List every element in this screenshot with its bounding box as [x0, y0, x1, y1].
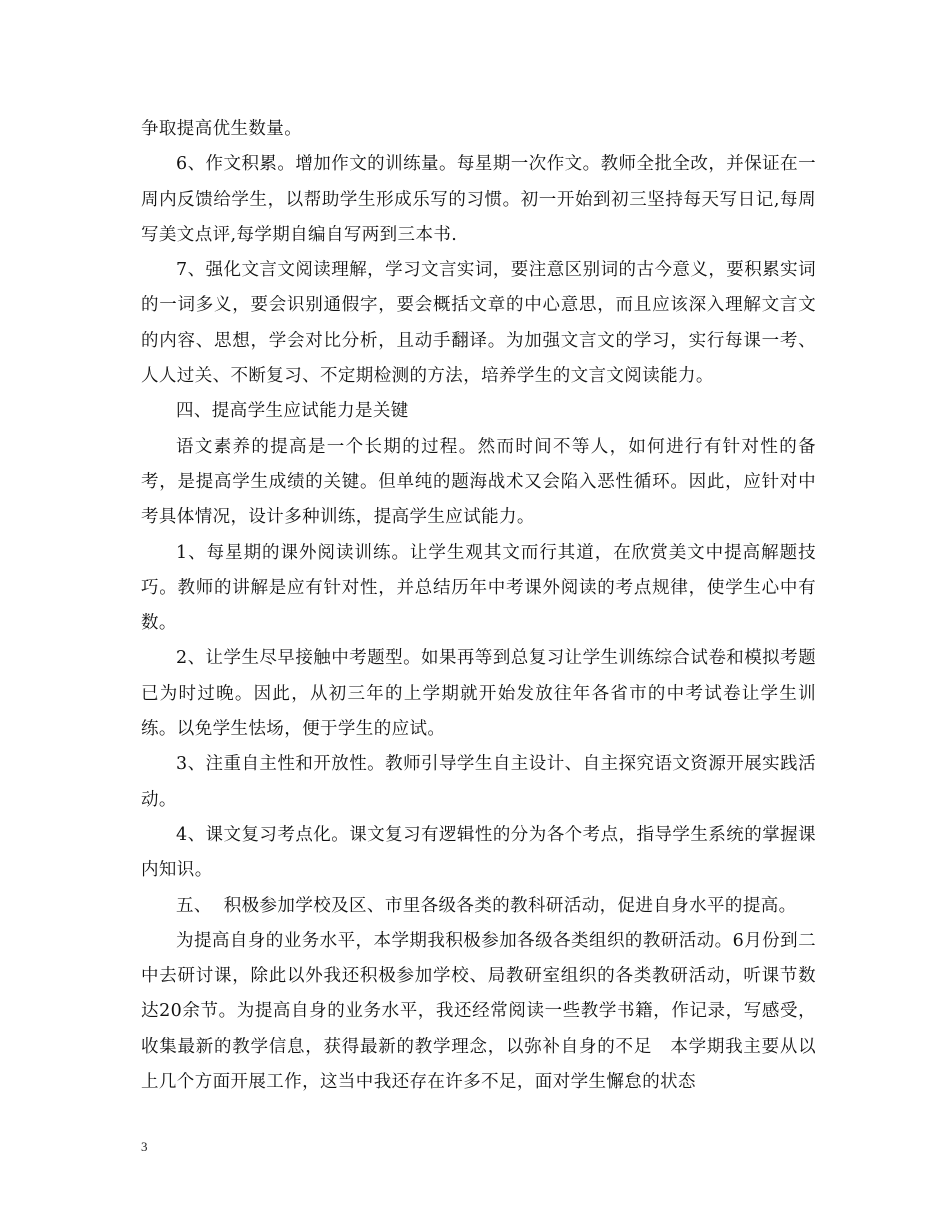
document-body	[141, 112, 816, 1100]
paragraph: 7、强化文言文阅读理解，学习文言实词，要注意区别词的古今意义，要积累实词的一词多义，要会识别通假字，要会概括文章的中心意思，而且应该深入理解文言文的内容、思想，学会对比分析，且动手翻译。为加强文言文的学习，实行每课一考、人人过关、不断复习、不定期检测的方法，培养学生的文言文阅读能力。	[141, 260, 816, 387]
paragraph: 为提高自身的业务水平，本学期我积极参加各级各类组织的教研活动。6月份到二中去研讨课，除此以外我还积极参加学校、局教研室组织的各类教研活动，听课节数达20余节。为提高自身的业务水平，我还经常阅读一些教学书籍，作记录，写感受，收集最新的教学信息，获得最新的教学理念，以弥补自身的不足 本学期我主要从以上几个方面开展工作，这当中我还存在许多不足，面对学生懈怠的状态	[141, 930, 816, 1093]
section-heading: 四、提高学生应试能力是关键	[176, 401, 409, 422]
paragraph: 1、每星期的课外阅读训练。让学生观其文而行其道，在欣赏美文中提高解题技巧。教师的讲解是应有针对性，并总结历年中考课外阅读的考点规律，使学生心中有数。	[141, 542, 816, 634]
paragraph: 3、注重自主性和开放性。教师引导学生自主设计、自主探究语文资源开展实践活动。	[141, 754, 816, 810]
paragraph: 6、作文积累。增加作文的训练量。每星期一次作文。教师全批全改，并保证在一周内反馈给学生，以帮助学生形成乐写的习惯。初一开始到初三坚持每天写日记,每周写美文点评,每学期自编自写两到三本书.	[141, 154, 816, 245]
paragraph: 4、课文复习考点化。课文复习有逻辑性的分为各个考点，指导学生系统的掌握课内知识。	[141, 824, 816, 881]
page-number: 3	[141, 1139, 148, 1154]
paragraph: 语文素养的提高是一个长期的过程。然而时间不等人，如何进行有针对性的备考，是提高学生成绩的关键。但单纯的题海战术又会陷入恶性循环。因此，应针对中考具体情况，设计多种训练，提高学生应试能力。	[141, 436, 816, 528]
paragraph: 2、让学生尽早接触中考题型。如果再等到总复习让学生训练综合试卷和模拟考题已为时过晚。因此，从初三年的上学期就开始发放往年各省市的中考试卷让学生训练。以免学生怯场，便于学生的应试。	[141, 648, 816, 740]
paragraph: 争取提高优生数量。	[141, 119, 303, 139]
section-heading: 五、 积极参加学校及区、市里各级各类的教科研活动，促进自身水平的提高。	[176, 895, 797, 916]
